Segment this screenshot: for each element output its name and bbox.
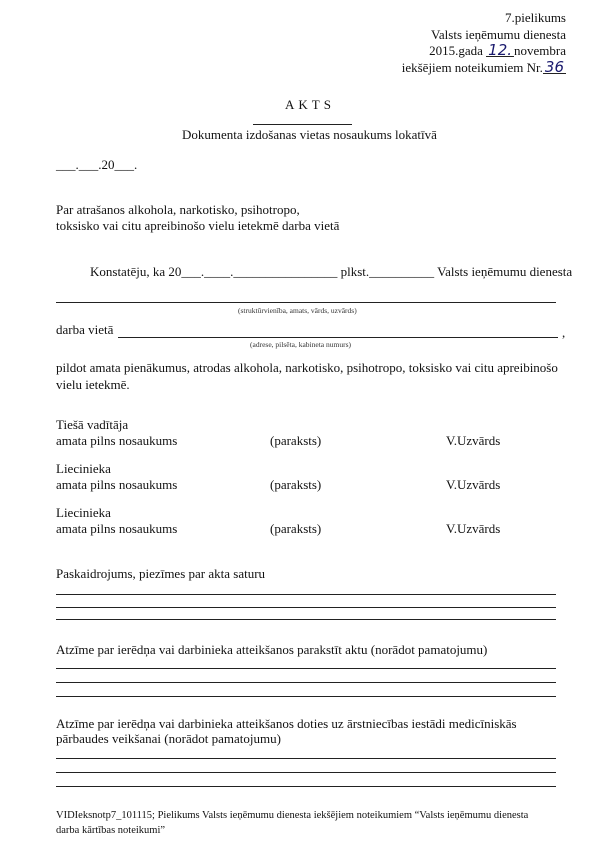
signature-name: V.Uzvārds	[446, 433, 501, 448]
subject-line-2: toksisko vai citu apreibinošo vielu ietekmē darba vietā	[56, 218, 340, 233]
duties-line-2: vielu ietekmē.	[56, 377, 130, 392]
document-date-template: ___.___.20___.	[56, 157, 138, 172]
signature-role: Liecinieka	[56, 505, 111, 520]
agency-name: Valsts ieņēmumu dienesta	[430, 27, 566, 42]
signature-placeholder: (paraksts)	[270, 433, 322, 448]
footer-line-1: VIDIeksnotp7_101115; Pielikums Valsts ieņēmumu dienesta iekšējiem noteikumiem “Valsts ieņēmumu dienesta	[56, 810, 529, 821]
signature-name: V.Uzvārds	[446, 521, 501, 536]
signature-position: amata pilns nosaukums	[56, 477, 178, 492]
annex-label: 7.pielikums	[504, 10, 566, 25]
structure-line	[56, 302, 556, 303]
explanations-line	[56, 619, 556, 620]
signature-name: V.Uzvārds	[446, 477, 501, 492]
work-place-comma: ,	[562, 325, 566, 340]
signature-position: amata pilns nosaukums	[56, 433, 178, 448]
refusal-sign-line	[56, 668, 556, 669]
refusal-medical-line	[56, 758, 556, 759]
order-date-day: 12.	[488, 41, 513, 59]
signature-placeholder: (paraksts)	[270, 521, 322, 536]
subject-line-1: Par atrašanos alkohola, narkotisko, psihotropo,	[56, 202, 300, 217]
signature-role: Liecinieka	[56, 461, 111, 476]
rules-reference	[402, 60, 566, 76]
order-date-prefix: 2015.gada	[429, 43, 483, 58]
refusal-medical-line	[56, 772, 556, 773]
signature-position: amata pilns nosaukums	[56, 521, 178, 536]
refusal-medical-heading-2: pārbaudes veikšanai (norādot pamatojumu)	[56, 731, 281, 746]
refusal-sign-line	[56, 682, 556, 683]
signature-placeholder: (paraksts)	[270, 477, 322, 492]
explanations-line	[56, 594, 556, 595]
statement-konstatu: Konstatēju, ka 20___.____.________________ plkst.__________ Valsts ieņēmumu dienesta	[90, 264, 573, 279]
rules-prefix: iekšējiem noteikumiem Nr.	[401, 60, 543, 75]
order-date	[429, 43, 566, 59]
refusal-medical-line	[56, 786, 556, 787]
work-place-label: darba vietā	[56, 322, 114, 337]
document-subtitle: Dokumenta izdošanas vietas nosaukums lokatīvā	[182, 127, 437, 142]
structure-caption: (struktūrvienība, amats, vārds, uzvārds)	[238, 306, 357, 315]
order-date-month: novembra	[514, 43, 566, 58]
rules-number: 36	[544, 58, 564, 76]
title-place-line	[253, 124, 352, 125]
duties-line-1: pildot amata pienākumus, atrodas alkohola, narkotisko, psihotropo, toksisko vai citu apreibinošo	[56, 360, 558, 375]
refusal-sign-heading: Atzīme par ierēdņa vai darbinieka atteikšanos parakstīt aktu (norādot pamatojumu)	[56, 642, 488, 657]
explanations-heading: Paskaidrojums, piezīmes par akta saturu	[56, 566, 266, 581]
footer-line-2: darba kārtības noteikumi”	[56, 825, 166, 836]
refusal-medical-heading-1: Atzīme par ierēdņa vai darbinieka atteikšanos doties uz ārstniecības iestādi medicīniskās	[56, 716, 517, 731]
document-title: AKTS	[285, 97, 335, 112]
explanations-line	[56, 607, 556, 608]
address-caption: (adrese, pilsēta, kabineta numurs)	[250, 340, 352, 349]
signature-role: Tiešā vadītāja	[56, 417, 129, 432]
refusal-sign-line	[56, 696, 556, 697]
work-place-line	[118, 337, 558, 338]
